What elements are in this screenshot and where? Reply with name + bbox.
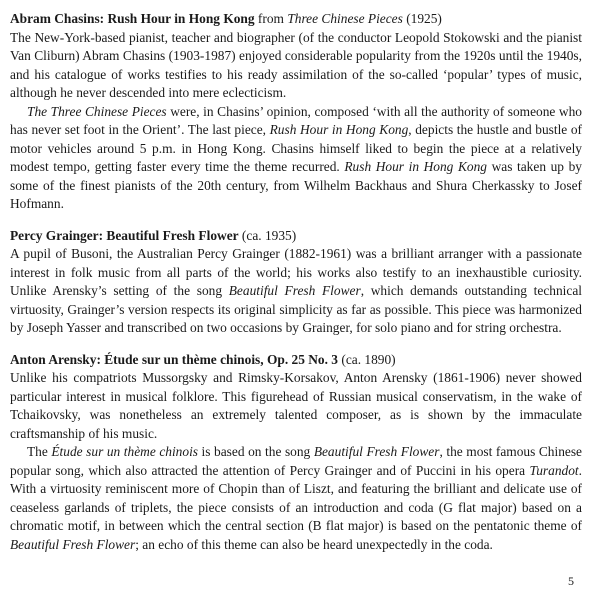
heading-date: (ca. 1935) [238, 227, 297, 243]
italic-title: Rush Hour in Hong Kong [269, 122, 409, 137]
section-chasins [10, 10, 582, 214]
text-run: . With a virtuosity reminiscent more of Chopin than of Liszt, and featuring the brilliant and delicate use of ceaseless garlands of triplets, the piece consists of an introduction and coda (G flat major) based on a chromatic motif, in between which the central section (B flat major) is based on the pentatonic theme of [10, 462, 582, 533]
text-run: A pupil of Busoni, the Australian Percy Grainger (1882-1961) was a brilliant arranger with a passionate interest in folk music from all parts of the world; his works also testify to an inexhaustible curiosity. Unlike Arensky’s setting of the song [10, 246, 582, 298]
text-run: ; an echo of this theme can also be heard unexpectedly in the coda. [135, 536, 493, 552]
italic-title: Beautiful Fresh Flower [228, 283, 361, 298]
italic-title: Beautiful Fresh Flower [313, 444, 440, 459]
italic-title: Rush Hour in Hong Kong [344, 159, 487, 174]
section-heading [10, 227, 582, 246]
italic-title: The Three Chinese Pieces [27, 103, 167, 119]
text-run: The [27, 444, 52, 459]
heading-date: (ca. 1890) [338, 351, 396, 367]
document-page [10, 10, 582, 567]
paragraph: The New-York-based pianist, teacher and biographer (of the conductor Leopold Stokowski and the pianist Van Cliburn) Abram Chasins (1903-1987) enjoyed considerable popularity from the 1920s until the 1940s, and his catalogue of works testifies to his ready assimilation of the so-called ‘popular’ types of music, although he never descended into mere eclecticism. [10, 29, 582, 100]
section-heading [10, 351, 582, 370]
heading-date: (1925) [402, 11, 442, 26]
paragraph: Unlike his compatriots Mussorgsky and Rimsky-Korsakov, Anton Arensky (1861-1906) never showed particular interest in musical folklore. This figurehead of Russian musical conservatism, in the wake of Tchaikovsky, was nonetheless an extremely talented composer, as is shown by the immaculate craftsmanship of his music. [10, 370, 582, 441]
paragraph [10, 103, 582, 214]
text-run: is based on the song [198, 444, 314, 459]
section-heading [10, 10, 582, 29]
heading-bold: Anton Arensky: Étude sur un thème chinois, Op. 25 No. 3 [10, 351, 339, 367]
paragraph [10, 245, 582, 338]
page-number: 5 [568, 574, 574, 588]
section-grainger [10, 227, 582, 338]
text-run: , depicts the hustle and bustle of motor vehicles around 5 p.m. in Hong Kong. Chasins himself liked to begin the piece at a relatively modest tempo, getting faster every time the theme recurred. [10, 122, 582, 174]
italic-title: Turandot [529, 462, 579, 478]
heading-italic: Three Chinese Pieces [287, 11, 403, 26]
heading-bold: Abram Chasins: Rush Hour in Hong Kong [10, 11, 255, 26]
paragraph [10, 443, 582, 554]
text-run: , the most famous Chinese popular song, which also attracted the attention of Percy Grainger and of Puccini in his opera [10, 444, 582, 478]
section-arensky [10, 351, 582, 555]
text-run: , which demands outstanding technical virtuosity, Grainger’s version respects its original simplicity as far as possible. This piece was harmonized by Joseph Yasser and transcribed on two occasions by Grainger, for solo piano and for string orchestra. [10, 283, 582, 335]
italic-title: Beautiful Fresh Flower [10, 536, 136, 552]
heading-bold: Percy Grainger: Beautiful Fresh Flower [10, 227, 239, 243]
text-run: were, in Chasins’ opinion, composed ‘with all the authority of someone who has never set foot in the Orient’. The last piece, [10, 103, 582, 137]
italic-title: Étude sur un thème chinois [51, 444, 198, 459]
text-run: was taken up by some of the finest pianists of the 20th century, from Wilhelm Backhaus and Shura Cherkassky to Josef Hofmann. [10, 159, 582, 211]
heading-mid: from [254, 11, 288, 26]
